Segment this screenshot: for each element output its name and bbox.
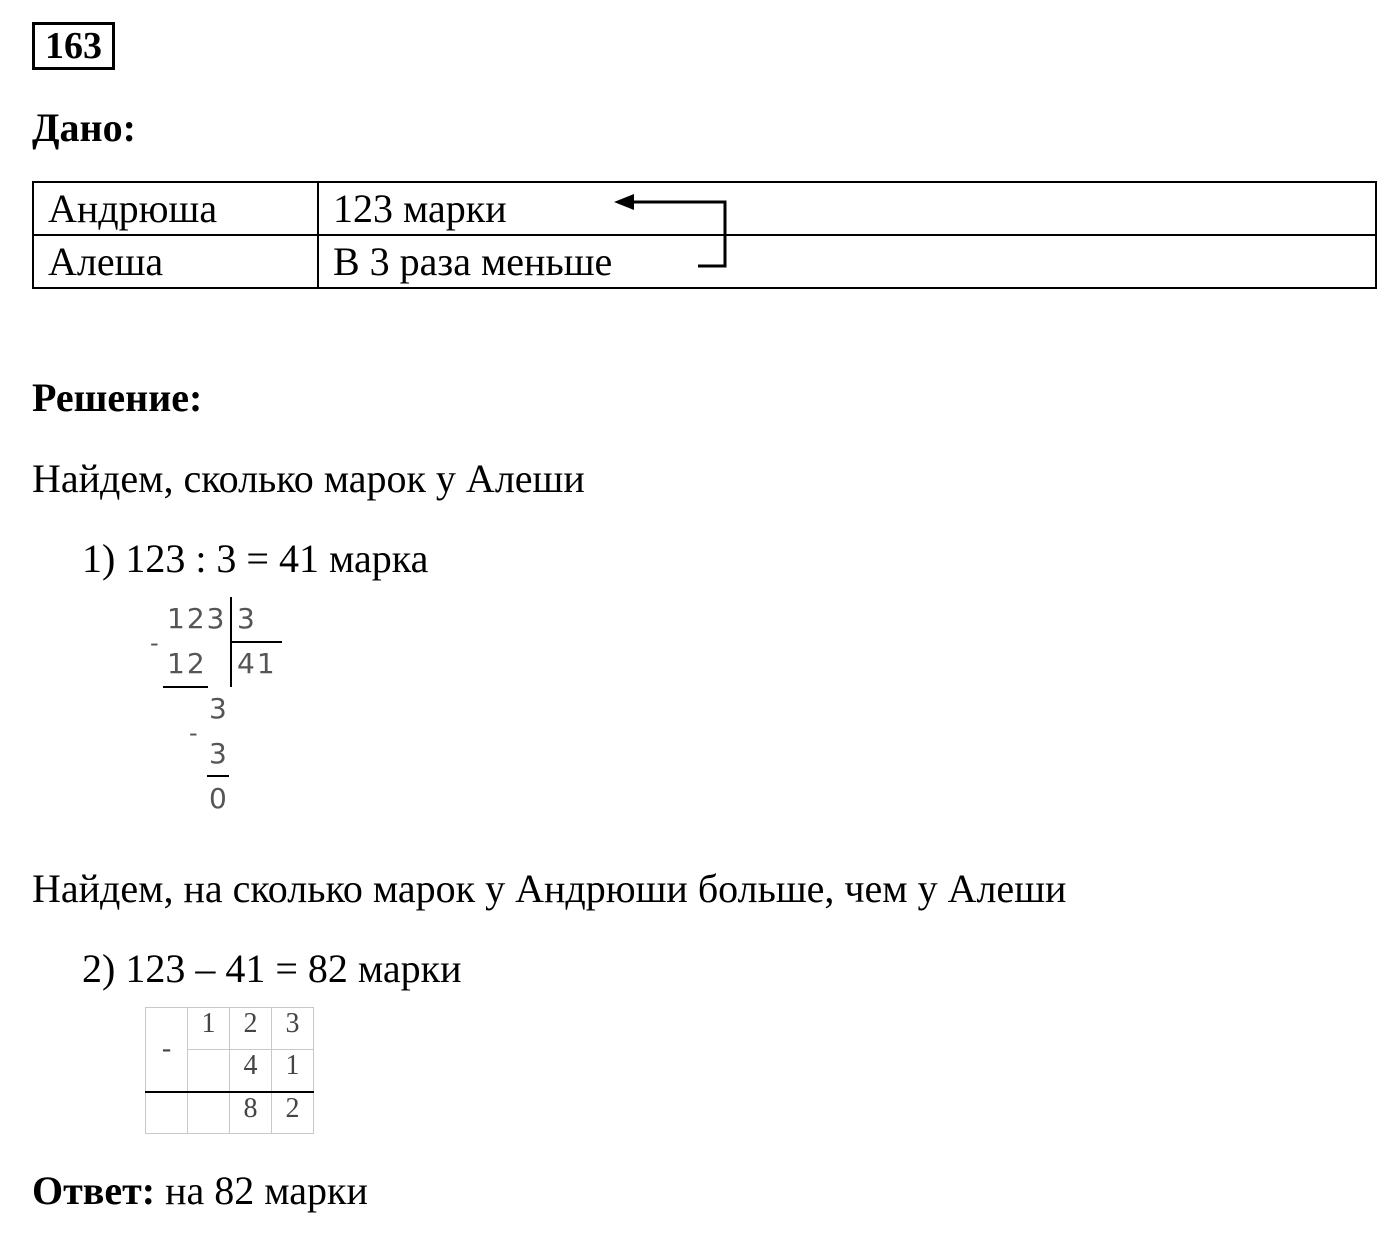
solution-text-2: Найдем, на сколько марок у Андрюши больше, чем у Алеши	[32, 866, 1067, 911]
given-heading: Дано:	[32, 105, 136, 150]
division-result: 0	[209, 782, 229, 815]
solution-text-1: Найдем, сколько марок у Алеши	[32, 456, 585, 501]
given-name-cell: Алеша	[33, 235, 318, 288]
minus-sign: -	[150, 629, 159, 657]
second-sub-line	[207, 775, 229, 777]
grid-cell: 3	[272, 1008, 314, 1050]
quotient-line	[232, 641, 282, 643]
grid-cell: 2	[230, 1008, 272, 1050]
grid-cell	[146, 1092, 188, 1134]
given-value-cell: В 3 раза меньше	[318, 235, 1376, 288]
answer-label: Ответ:	[32, 1168, 156, 1213]
answer-text: на 82 марки	[155, 1168, 368, 1213]
grid-cell: 4	[230, 1050, 272, 1092]
first-subtrahend: 12	[167, 647, 207, 680]
step-2: 2) 123 – 41 = 82 марки	[82, 946, 462, 991]
quotient: 41	[237, 647, 277, 680]
solution-heading: Решение:	[32, 375, 203, 420]
grid-cell: 1	[272, 1050, 314, 1092]
grid-minus: -	[146, 1008, 188, 1092]
long-division	[145, 595, 305, 820]
dividend: 123	[167, 602, 227, 635]
given-value-cell: 123 марки	[318, 182, 1376, 235]
subtraction-grid	[145, 1007, 314, 1134]
divisor: 3	[237, 602, 257, 635]
given-name-cell: Андрюша	[33, 182, 318, 235]
minus-sign: -	[189, 719, 198, 747]
step-1: 1) 123 : 3 = 41 марка	[82, 536, 429, 581]
grid-row-minuend	[146, 1008, 314, 1050]
problem-number: 163	[32, 22, 115, 70]
remainder-step: 3	[209, 692, 229, 725]
grid-cell	[188, 1050, 230, 1092]
answer	[32, 1167, 368, 1214]
comparison-arrow	[600, 190, 740, 280]
first-sub-line	[163, 686, 208, 688]
grid-cell	[188, 1092, 230, 1134]
second-subtrahend: 3	[209, 737, 229, 770]
grid-cell: 2	[272, 1092, 314, 1134]
grid-row-result	[146, 1092, 314, 1134]
grid-cell: 8	[230, 1092, 272, 1134]
grid-cell: 1	[188, 1008, 230, 1050]
